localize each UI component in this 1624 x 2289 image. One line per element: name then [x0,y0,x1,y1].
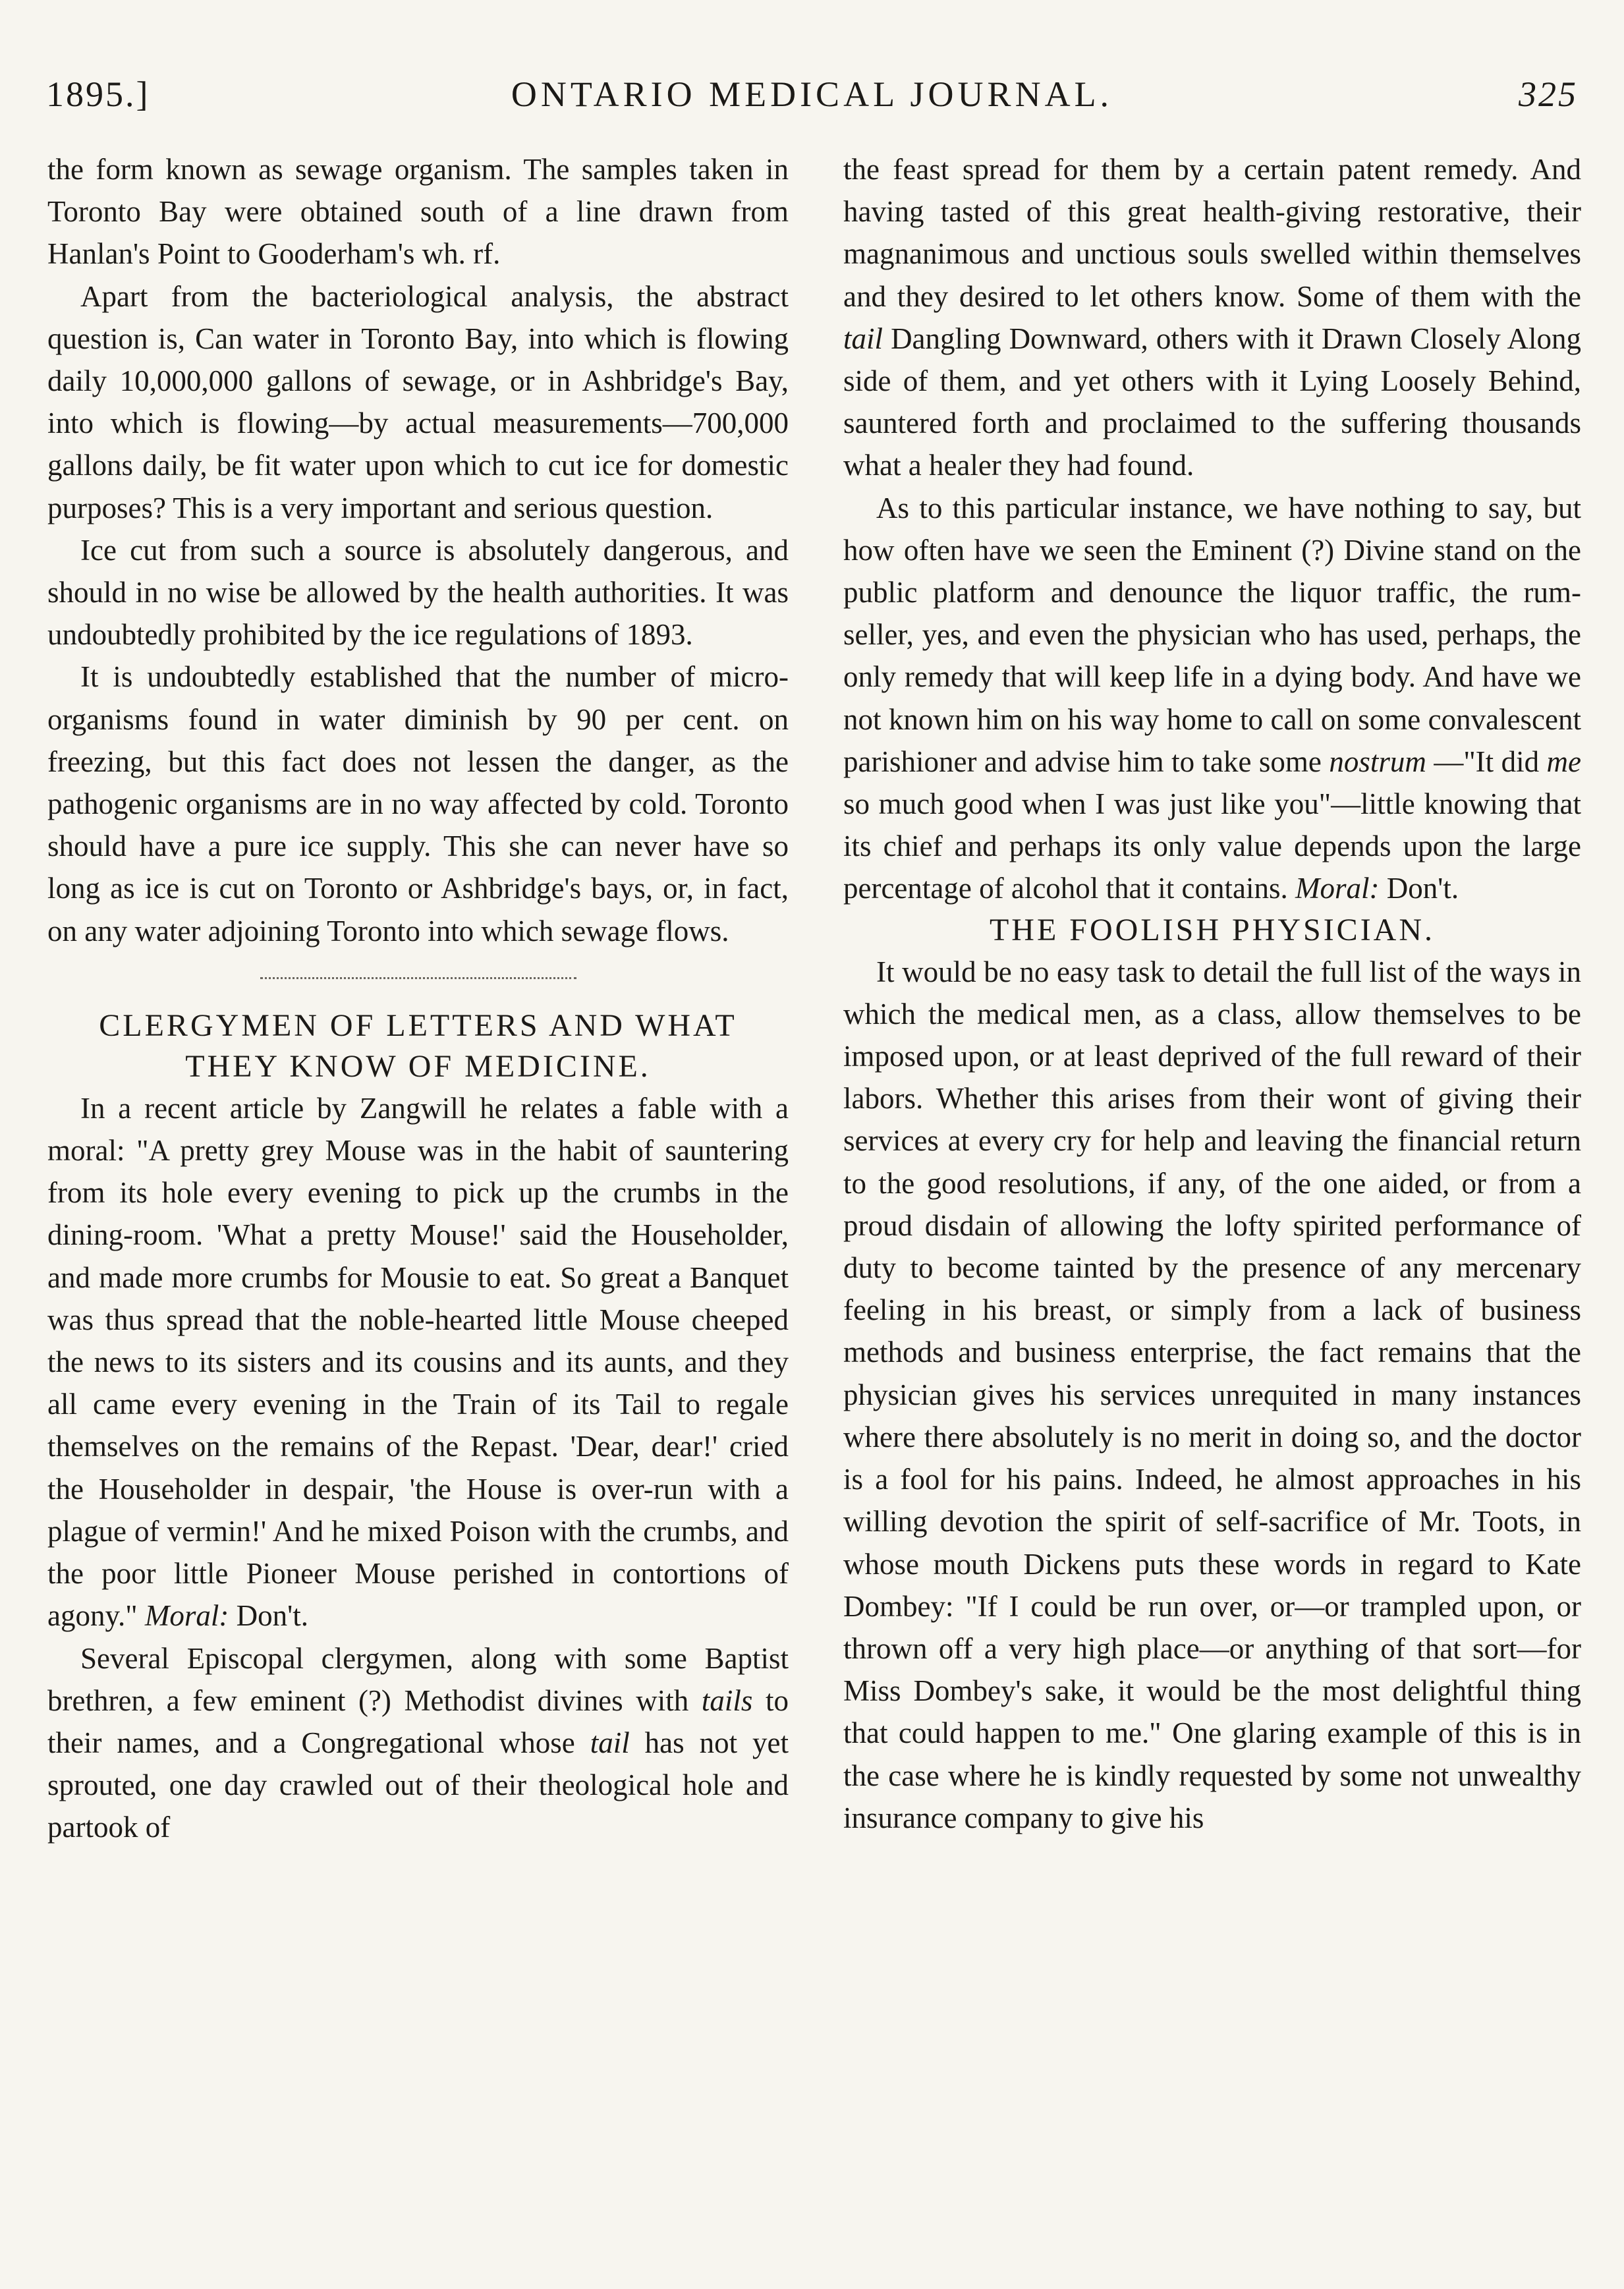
italic-word: tail [590,1726,630,1759]
header-year: 1895.] [46,74,150,114]
paragraph: the form known as sewage organism. The samples taken in Toronto Bay were obtained south of a line drawn from Hanlan's Point to Gooderham's wh. rf. [47,153,789,271]
italic-word: nostrum [1329,745,1426,778]
paragraph [47,1637,789,1849]
italic-word: tails [701,1683,753,1717]
running-header [46,74,1578,127]
moral-text: Don't. [1386,872,1459,905]
text-run: the feast spread for them by a certain patent remedy. And having tasted of this great health-giving restorative, their magnanimous and unctious souls swelled within themselves and they desired to let others know. Some of them with the [843,153,1581,313]
text-run: so much good when I was just like you"—little knowing that its chief and perhaps its only value depends upon the large percentage of alcohol that it contains. [843,787,1581,905]
paragraph: It would be no easy task to detail the full list of the ways in which the medical men, as a class, allow themselves to be imposed upon, or at least deprived of the full reward of their labors. Whether this arises from their wont of giving their services at every cry for help and leaving the financial return to the good resolutions, if any, of the one aided, or from a proud disdain of allowing the lofty spirited performance of duty to become tainted by the presence of any mercenary feeling in his breast, or simply from a lack of business methods and business enterprise, the fact remains that the physician gives his services unrequited in many instances where there absolutely is no merit in doing so, and the doctor is a fool for his pains. Indeed, he almost approaches in his willing devotion the spirit of self-sacrifice of Mr. Toots, in whose mouth Dickens puts these words in regard to Kate Dombey: "If I could be run over, or—or trampled upon, or thrown off a very high place—or anything of that sort—for Miss Dombey's sake, it would be the most delightful thing that could happen to me." One glaring example of this is in the case where he is kindly requested by some not unwealthy insurance company to give his [843,955,1581,1834]
italic-word: tail [843,322,883,355]
section-heading-clergymen: CLERGYMEN OF LETTERS AND WHAT THEY KNOW OF MEDICINE. [99,1007,737,1084]
text-run: As to this particular instance, we have nothing to say, but how often have we seen the Eminent (?) Divine stand on the public platform and denounce the liquor traffic, the rum-seller, yes, and even the physician who has used, perhaps, the only remedy that will keep life in a dying body. And have we not known him on his way home to call on some convalescent parishioner and advise him to take some [843,491,1581,778]
fable-text: In a recent article by Zangwill he relates a fable with a moral: "A pretty grey Mouse was in the habit of sauntering from its hole every evening to pick up the crumbs in the dining-room. 'What a pretty Mouse!' said the Householder, and made more crumbs for Mousie to eat. So great a Banquet was thus spread that the noble-hearted little Mouse cheeped the news to its sisters and its cousins and its aunts, and they all came every evening in the Train of its Tail to regale themselves on the remains of the Repast. 'Dear, dear!' cried the Householder in despair, 'the House is over-run with a plague of vermin!' And he mixed Poison with the crumbs, and the poor little Pioneer Mouse perished in contortions of agony." [47,1091,789,1633]
text-run: —"It did [1434,745,1540,778]
paragraph: Apart from the bacteriological analysis, the abstract question is, Can water in Toronto Bay, into which is flowing daily 10,000,000 gallons of sewage, or in Ashbridge's Bay, into which is flowing—by actual measurements—700,000 gallons daily, be fit water upon which to cut ice for domestic purposes? This is a very important and serious question. [47,279,789,524]
journal-title: ONTARIO MEDICAL JOURNAL. [511,74,1113,114]
paragraph [843,487,1581,910]
left-column [47,148,789,2257]
text-run: Several Episcopal clergymen, along with some Baptist brethren, a few eminent (?) Methodist divines with [47,1641,789,1717]
right-column [843,148,1581,2257]
paragraph: Ice cut from such a source is absolutely dangerous, and should in no wise be allowed by the health authorities. It was undoubtedly prohibited by the ice regulations of 1893. [47,533,789,652]
moral-label: Moral: [144,1599,229,1633]
text-run: has not yet sprouted, one day crawled out of their theological hole and partook of [47,1726,789,1844]
moral-label: Moral: [1295,872,1380,905]
italic-word: me [1546,745,1581,778]
page-number: 325 [1519,74,1578,114]
section-divider [260,977,576,979]
paragraph: It is undoubtedly established that the number of micro-organisms found in water diminish by 90 per cent. on freezing, but this fact does not lessen the danger, as the pathogenic organisms are in no way affected by cold. Toronto should have a pure ice supply. This she can never have so long as ice is cut on Toronto or Ashbridge's bays, or, in fact, on any water adjoining Toronto into which sewage flows. [47,660,789,947]
paragraph [47,1087,789,1637]
text-run: Dangling Downward, others with it Drawn Closely Along side of them, and yet others with it Lying Loosely Behind, sauntered forth and proclaimed to the suffering thousands what a healer they had found. [843,322,1581,482]
moral-text: Don't. [236,1599,309,1633]
paragraph [843,148,1581,487]
text-run: to their names, and a Congregational whose [47,1683,789,1759]
section-heading-foolish-physician: THE FOOLISH PHYSICIAN. [989,912,1436,947]
